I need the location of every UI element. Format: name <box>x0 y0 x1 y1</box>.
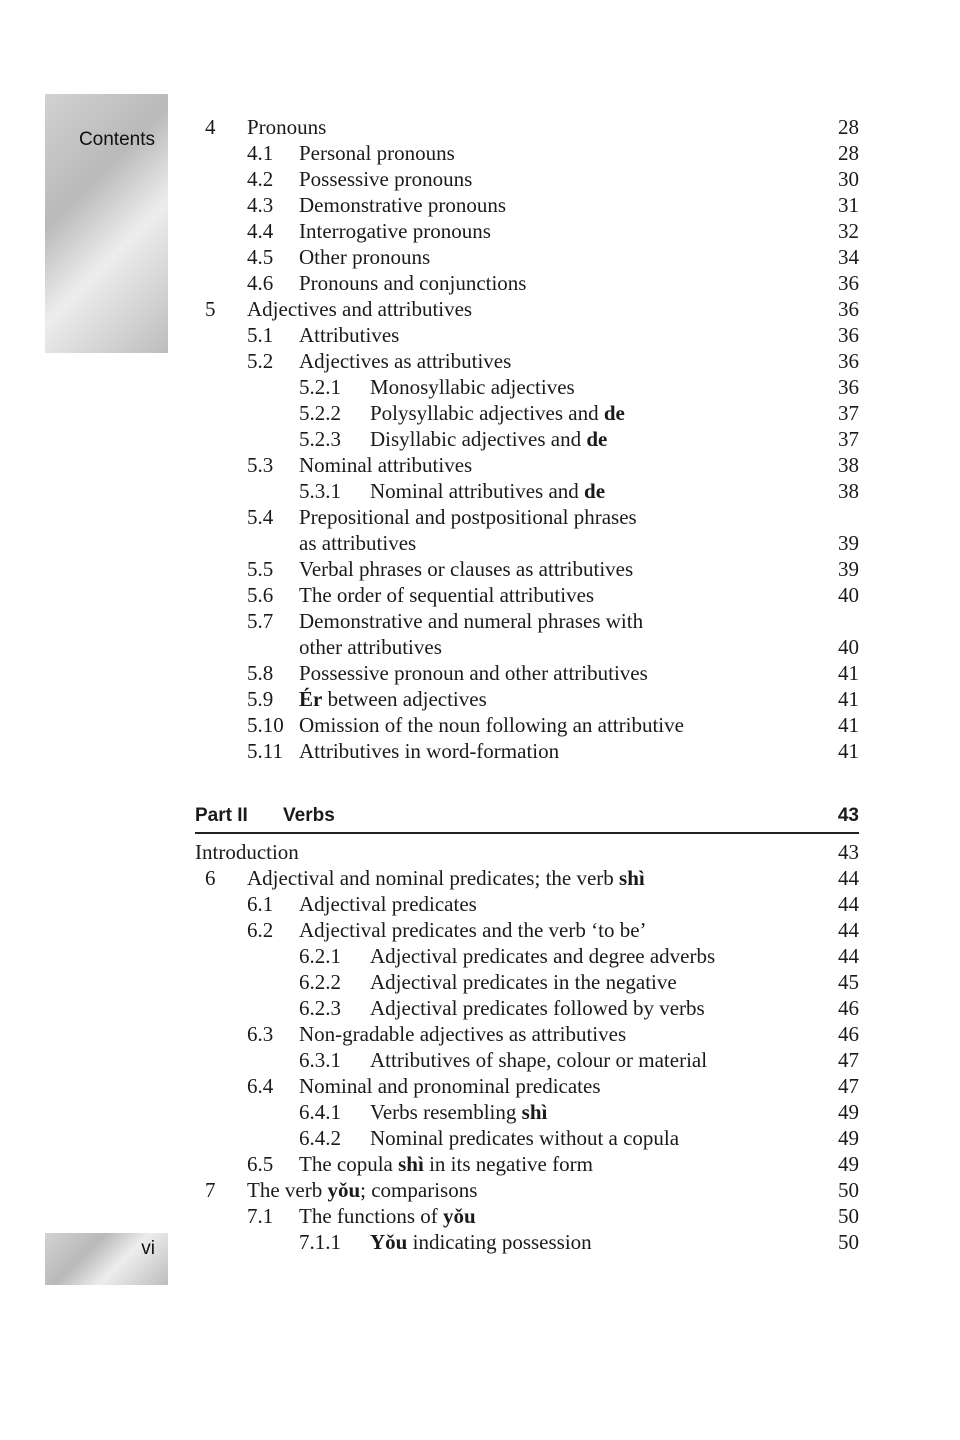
toc-entry-bold-term: Yǒu <box>370 1230 408 1254</box>
toc-entry-page: 45 <box>838 970 859 994</box>
toc-entry-bold-term: yǒu <box>443 1204 476 1228</box>
toc-entry-page: 41 <box>838 713 859 737</box>
toc-entry-page: 36 <box>838 375 859 399</box>
toc-entry-title <box>247 1177 477 1203</box>
toc-entry-page: 41 <box>838 687 859 711</box>
toc-entry-page: 46 <box>838 996 859 1020</box>
toc-entry-title-text: Interrogative pronouns <box>299 219 491 243</box>
toc-entry-number: 4.4 <box>247 219 274 243</box>
toc-entry <box>195 478 859 504</box>
toc-entry-number: 6.2.1 <box>299 944 341 968</box>
toc-entry-bold-term: de <box>586 427 608 451</box>
toc-entry-title-text: Nominal and pronominal predicates <box>299 1074 601 1098</box>
toc-entry-title <box>370 1125 679 1151</box>
toc-entry-page: 41 <box>838 661 859 685</box>
toc-entry-title-text: Attributives in word-formation <box>299 739 560 763</box>
toc-entry-page: 36 <box>838 349 859 373</box>
toc-entry <box>195 738 859 764</box>
toc-entry-page: 39 <box>838 531 859 555</box>
toc-entry-title <box>299 452 472 478</box>
toc-entry-title <box>299 530 416 556</box>
toc-bottom-list <box>195 839 859 1255</box>
toc-entry-page: 28 <box>838 115 859 139</box>
toc-entry-bold-term: Ér <box>299 687 323 711</box>
toc-entry-title-text: Adjectival predicates followed by verbs <box>370 996 705 1020</box>
toc-entry-title-text: Adjectival predicates and degree adverbs <box>370 944 716 968</box>
toc-entry-title <box>299 891 477 917</box>
toc-entry-number: 6.4.2 <box>299 1126 341 1150</box>
toc-entry <box>195 712 859 738</box>
toc-entry-title-text: Demonstrative and numeral phrases with <box>299 609 644 633</box>
toc-entry-title <box>299 348 511 374</box>
toc-entry <box>195 1125 859 1151</box>
toc-entry-page: 44 <box>838 892 859 916</box>
toc-entry-number: 6.1 <box>247 892 274 916</box>
toc-entry-title-text: indicating possession <box>407 1230 592 1254</box>
toc-entry-page: 28 <box>838 141 859 165</box>
toc-entry-number: 4.1 <box>247 141 274 165</box>
toc-entry-title-tail: in its negative form <box>423 1152 593 1176</box>
toc-entry-title-text: Demonstrative pronouns <box>299 193 507 217</box>
toc-entry-title-text: The functions of <box>299 1204 444 1228</box>
toc-entry-page: 44 <box>838 918 859 942</box>
toc-entry-title-text: Introduction <box>195 840 299 864</box>
toc-entry-title-text: Pronouns <box>247 115 327 139</box>
toc-entry-bold-term: shì <box>521 1100 548 1124</box>
page-number: vi <box>141 1238 155 1259</box>
toc-entry-bold-term: de <box>603 401 625 425</box>
toc-entry <box>195 140 859 166</box>
toc-entry <box>195 865 859 891</box>
toc-entry <box>195 270 859 296</box>
toc-entry-page: 39 <box>838 557 859 581</box>
toc-entry <box>195 660 859 686</box>
toc-entry-number: 7 <box>205 1178 216 1202</box>
toc-entry <box>195 891 859 917</box>
toc-entry <box>195 1203 859 1229</box>
toc-entry-title <box>370 943 715 969</box>
toc-entry <box>195 1073 859 1099</box>
toc-entry <box>195 114 859 140</box>
toc-entry-title-text: Attributives <box>299 323 400 347</box>
toc-entry-title <box>299 1021 626 1047</box>
toc-entry-number: 5.4 <box>247 505 274 529</box>
toc-entry-number: 7.1.1 <box>299 1230 341 1254</box>
toc-entry-title-text: Adjectives and attributives <box>247 297 473 321</box>
toc-entry-title-text: Adjectival and nominal predicates; the verb <box>247 866 620 890</box>
toc-entry-title-text: The copula <box>299 1152 399 1176</box>
toc-entry-title <box>299 1151 593 1177</box>
toc-entry-page: 38 <box>838 479 859 503</box>
toc-entry-number: 5.9 <box>247 687 274 711</box>
toc-entry-page: 30 <box>838 167 859 191</box>
toc-entry-number: 5.2.3 <box>299 427 341 451</box>
toc-entry-number: 5.7 <box>247 609 274 633</box>
toc-entry-page: 46 <box>838 1022 859 1046</box>
toc-entry <box>195 917 859 943</box>
toc-entry-title-text: The verb <box>247 1178 328 1202</box>
toc-entry-title-text: as attributives <box>299 531 417 555</box>
toc-entry-title-text: Pronouns and conjunctions <box>299 271 527 295</box>
toc-entry-title <box>299 686 487 712</box>
toc-entry-title-text: Disyllabic adjectives and <box>370 427 587 451</box>
toc-entry-bold-term: yǒu <box>327 1178 361 1202</box>
toc-entry-title-text: Nominal attributives and <box>370 479 585 503</box>
toc-entry-number: 6.2 <box>247 918 274 942</box>
toc-entry <box>195 582 859 608</box>
table-of-contents <box>195 114 859 1255</box>
toc-entry-number: 5.3 <box>247 453 274 477</box>
toc-entry-number: 5.1 <box>247 323 274 347</box>
toc-entry <box>195 1099 859 1125</box>
toc-entry-page: 50 <box>838 1178 859 1202</box>
toc-entry-title-text: Nominal predicates without a copula <box>370 1126 680 1150</box>
toc-entry-page: 49 <box>838 1100 859 1124</box>
toc-entry-bold-term: shì <box>619 866 645 890</box>
toc-entry-title <box>299 556 633 582</box>
toc-entry <box>195 296 859 322</box>
toc-entry <box>195 504 859 530</box>
toc-entry-title-text: Other pronouns <box>299 245 431 269</box>
toc-entry-title <box>299 582 594 608</box>
toc-entry-number: 4 <box>205 115 216 139</box>
toc-entry-page: 36 <box>838 323 859 347</box>
toc-entry-title <box>370 426 607 452</box>
toc-entry-title <box>247 296 472 322</box>
toc-entry-title <box>299 270 526 296</box>
toc-entry-number: 7.1 <box>247 1204 274 1228</box>
toc-entry-title-text: Adjectival predicates and the verb ‘to be’ <box>299 918 647 942</box>
toc-entry-number: 6 <box>205 866 216 890</box>
toc-entry-title-text: Verbs resembling <box>370 1100 522 1124</box>
toc-entry-title-text: The order of sequential attributives <box>299 583 595 607</box>
toc-entry-bold-term: de <box>584 479 606 503</box>
part-divider <box>195 832 859 834</box>
toc-entry <box>195 608 859 634</box>
toc-entry-number: 4.5 <box>247 245 274 269</box>
toc-entry-title <box>299 712 684 738</box>
toc-entry-title <box>247 114 326 140</box>
toc-entry-title-text: Prepositional and postpositional phrases <box>299 505 637 529</box>
toc-entry <box>195 1177 859 1203</box>
toc-entry <box>195 244 859 270</box>
page-number-tab <box>45 1233 168 1285</box>
part-page: 43 <box>837 805 859 826</box>
toc-entry <box>195 192 859 218</box>
toc-top-list <box>195 114 859 764</box>
toc-entry-number: 6.4.1 <box>299 1100 341 1124</box>
toc-entry-title <box>299 1073 601 1099</box>
toc-entry-title <box>370 1047 707 1073</box>
toc-entry-page: 34 <box>838 245 859 269</box>
toc-entry-number: 5.5 <box>247 557 274 581</box>
toc-entry <box>195 218 859 244</box>
toc-entry-page: 43 <box>838 840 859 864</box>
toc-entry-title-text: Verbal phrases or clauses as attributives <box>299 557 634 581</box>
toc-entry-title <box>299 218 491 244</box>
toc-entry-title <box>299 917 647 943</box>
toc-entry-page: 49 <box>838 1126 859 1150</box>
toc-entry-number: 6.3.1 <box>299 1048 341 1072</box>
toc-entry-page: 41 <box>838 739 859 763</box>
toc-entry-number: 5.11 <box>247 739 283 763</box>
toc-entry-title <box>370 1229 592 1255</box>
toc-entry-page: 40 <box>838 635 859 659</box>
contents-tab <box>45 94 168 353</box>
toc-entry-title <box>299 660 648 686</box>
toc-entry <box>195 634 859 660</box>
toc-entry-page: 38 <box>838 453 859 477</box>
toc-entry-page: 47 <box>838 1074 859 1098</box>
toc-entry <box>195 166 859 192</box>
toc-entry-page: 32 <box>838 219 859 243</box>
toc-entry-title <box>370 995 705 1021</box>
toc-entry <box>195 426 859 452</box>
toc-entry-title-text: Adjectival predicates <box>299 892 477 916</box>
toc-entry-title-text: Personal pronouns <box>299 141 455 165</box>
toc-entry-title <box>299 1203 476 1229</box>
toc-entry-number: 5.2.2 <box>299 401 341 425</box>
toc-entry-title-text: Attributives of shape, colour or material <box>370 1048 708 1072</box>
toc-entry <box>195 374 859 400</box>
toc-entry-title <box>299 140 455 166</box>
toc-entry <box>195 1151 859 1177</box>
part-label: Part II <box>195 805 248 826</box>
toc-entry-number: 5.3.1 <box>299 479 341 503</box>
toc-entry-title-text: Possessive pronoun and other attributives <box>299 661 648 685</box>
toc-entry <box>195 995 859 1021</box>
toc-entry-bold-term: shì <box>398 1152 424 1176</box>
toc-entry-page: 31 <box>838 193 859 217</box>
toc-entry <box>195 1021 859 1047</box>
toc-entry-page: 36 <box>838 271 859 295</box>
toc-entry-page: 37 <box>838 427 859 451</box>
toc-entry-title-text: Possessive pronouns <box>299 167 473 191</box>
toc-entry-page: 50 <box>838 1204 859 1228</box>
toc-entry-title <box>299 322 399 348</box>
toc-entry-number: 4.3 <box>247 193 274 217</box>
toc-entry-title-text: between adjectives <box>322 687 487 711</box>
toc-entry-title <box>370 374 575 400</box>
toc-entry-page: 50 <box>838 1230 859 1254</box>
toc-entry-number: 4.2 <box>247 167 274 191</box>
toc-entry-title <box>299 634 442 660</box>
part-heading <box>195 803 859 829</box>
toc-entry-title-text: Adjectives as attributives <box>299 349 512 373</box>
toc-entry-title-tail: ; comparisons <box>360 1178 478 1202</box>
toc-entry-title-text: Nominal attributives <box>299 453 473 477</box>
toc-entry-number: 5.8 <box>247 661 274 685</box>
toc-entry-number: 6.2.2 <box>299 970 341 994</box>
toc-entry-title <box>247 865 645 891</box>
toc-entry-page: 40 <box>838 583 859 607</box>
toc-entry-page: 47 <box>838 1048 859 1072</box>
toc-entry-title <box>299 504 637 530</box>
toc-entry-number: 5.6 <box>247 583 274 607</box>
toc-entry <box>195 686 859 712</box>
toc-entry-title <box>299 738 559 764</box>
toc-entry-page: 37 <box>838 401 859 425</box>
toc-entry <box>195 400 859 426</box>
toc-entry <box>195 452 859 478</box>
toc-entry <box>195 348 859 374</box>
section-label: Contents <box>78 129 155 150</box>
toc-entry-title <box>299 192 506 218</box>
toc-entry-number: 5.10 <box>247 713 284 737</box>
toc-entry-title <box>299 166 472 192</box>
toc-entry <box>195 322 859 348</box>
toc-entry-title <box>299 608 643 634</box>
toc-entry-number: 6.2.3 <box>299 996 341 1020</box>
toc-entry-number: 5 <box>205 297 216 321</box>
toc-entry-title <box>370 1099 547 1125</box>
toc-entry-title-text: Non-gradable adjectives as attributives <box>299 1022 627 1046</box>
toc-entry <box>195 943 859 969</box>
toc-entry-title <box>370 969 677 995</box>
toc-entry <box>195 1229 859 1255</box>
toc-entry <box>195 530 859 556</box>
toc-entry-page: 49 <box>838 1152 859 1176</box>
toc-entry-title-text: Polysyllabic adjectives and <box>370 401 604 425</box>
toc-entry <box>195 969 859 995</box>
toc-entry-page: 44 <box>838 866 859 890</box>
toc-entry-title <box>299 244 430 270</box>
toc-entry-title-text: Adjectival predicates in the negative <box>370 970 677 994</box>
toc-entry <box>195 839 859 865</box>
toc-entry-title-text: Monosyllabic adjectives <box>370 375 575 399</box>
toc-entry-number: 6.4 <box>247 1074 274 1098</box>
toc-entry-number: 4.6 <box>247 271 274 295</box>
toc-entry <box>195 556 859 582</box>
toc-entry-number: 6.5 <box>247 1152 274 1176</box>
toc-entry-number: 6.3 <box>247 1022 274 1046</box>
toc-entry-number: 5.2 <box>247 349 274 373</box>
part-title: Verbs <box>283 805 335 826</box>
toc-entry-page: 36 <box>838 297 859 321</box>
toc-entry-title <box>370 400 625 426</box>
toc-entry <box>195 1047 859 1073</box>
toc-entry-title <box>195 839 299 865</box>
toc-entry-title-text: other attributives <box>299 635 442 659</box>
toc-entry-title-text: Omission of the noun following an attributive <box>299 713 684 737</box>
toc-entry-page: 44 <box>838 944 859 968</box>
toc-entry-title <box>370 478 605 504</box>
toc-entry-number: 5.2.1 <box>299 375 341 399</box>
